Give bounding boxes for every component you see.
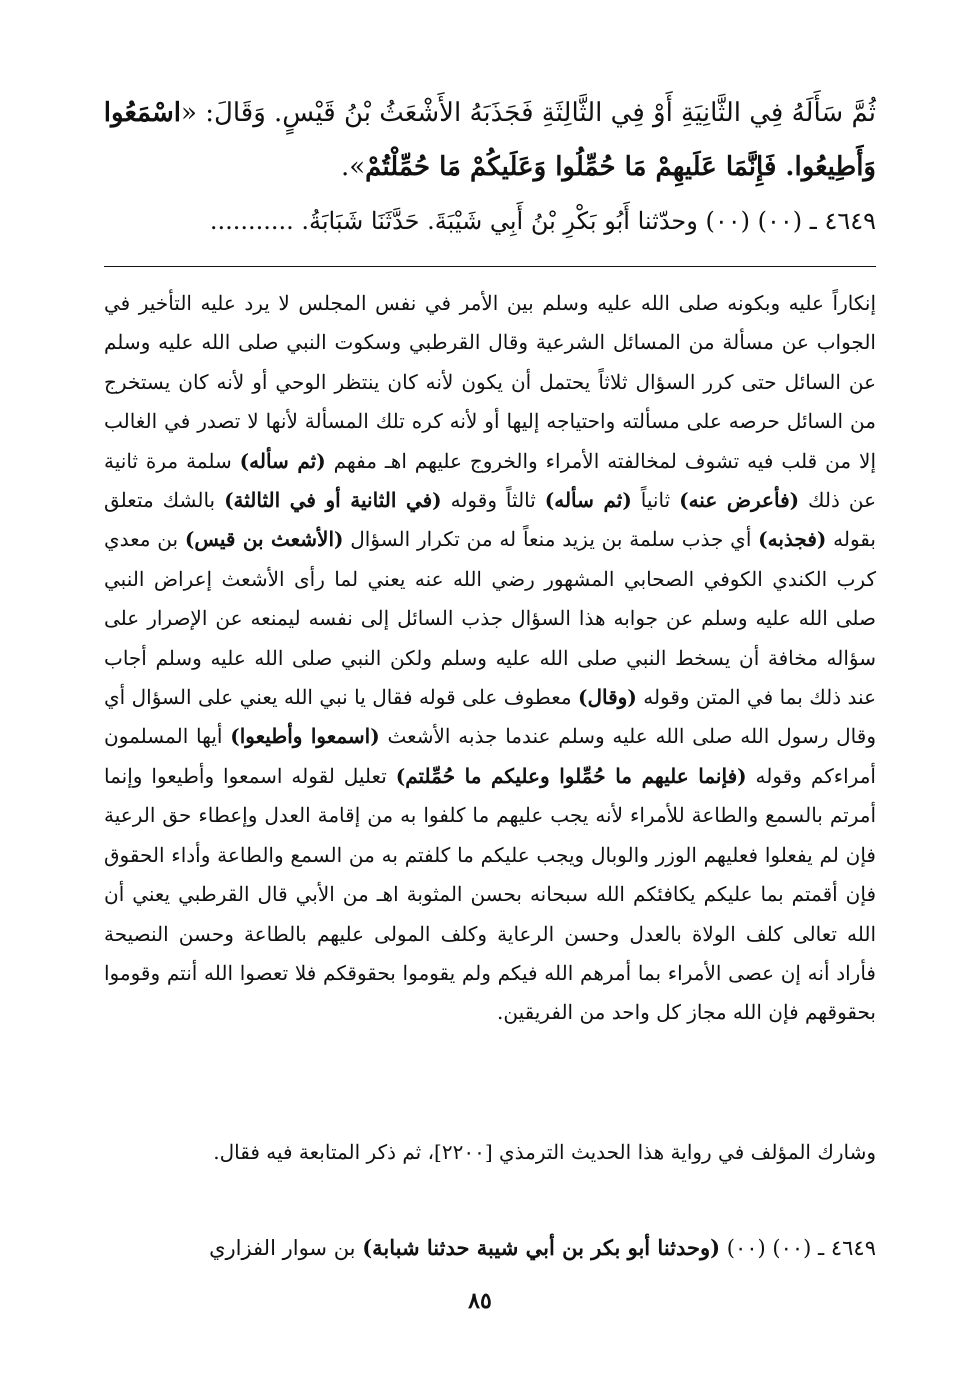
commentary-text-1: إنكاراً عليه وبكونه صلى الله عليه وسلم بين الأمر في نفس المجلس لا يرد عليه التأخير في الجواب عن مسألة من المسائل الشرعية وقال القرطبي وسكوت النبي صلى الله عليه وسلم عن السائل حتى كرر السؤال ثلاثاً يحتمل أن يكون لأنه كان ينتظر الوحي أو لأنه كان يستخرج من السائل حرصه على مسألته واحتياجه إليها أو لأنه كره تلك المسألة لأنها لا تصدر في الغالب إلا من قلب فيه تشوف لمخالفته الأمراء والخروج عليهم اهـ مفهم (104, 291, 876, 473)
footnote-divider (104, 266, 876, 267)
commentary-text-8: معطوف على قوله فقال يا نبي الله يعني على السؤال أي وقال رسول الله صلى الله عليه وسلم عندما جذبه الأشعث (104, 685, 876, 749)
commentary-text-7: بن معدي كرب الكندي الكوفي الصحابي المشهور رضي الله عنه يعني لما رأى الأشعث إعراض النبي صلى الله عليه وسلم عن جوابه هذا السؤال جذب السائل إلى نفسه ليمنعه عن الإصرار على سؤاله مخافة أن يسخط النبي صلى الله عليه وسلم ولكن النبي صلى الله عليه وسلم أجاب عند ذلك بما في المتن وقوله (104, 527, 876, 710)
commentary-quote-6: (الأشعث بن قيس) (184, 527, 344, 552)
hadith-line-2-bold: وَأَطِيعُوا. فَإِنَّمَا عَلَيهِمْ مَا حُمِّلُوا وَعَلَيكُمْ مَا حُمِّلْتُمْ (365, 152, 876, 182)
commentary-quote-7: (وقال) (578, 685, 637, 710)
commentary-text-3: ثانياً (631, 488, 680, 513)
hadith-line-2 (104, 140, 876, 194)
next-hadith-line (104, 1228, 876, 1268)
hadith-narration-line: ٤٦٤٩ ـ (٠٠) (٠٠) وحدّثنا أَبُو بَكْرِ بْنُ أَبِي شَيْبَةَ. حَدَّثَنَا شَبَابَةُ. ........... (209, 207, 876, 235)
commentary-paragraph (104, 284, 876, 1033)
commentary-quote-9: (فإنما عليهم ما حُمِّلوا وعليكم ما حُمِّلتم) (395, 763, 747, 788)
page-number: ٨٥ (468, 1288, 492, 1314)
commentary-quote-5: (فجذبه) (758, 527, 827, 552)
next-hadith-number: ٤٦٤٩ ـ (٠٠) (٠٠) (720, 1236, 876, 1260)
commentary-text-5: بالشك متعلق بقوله (104, 488, 876, 552)
commentary-quote-8: (اسمعوا وأطيعوا) (230, 724, 380, 749)
next-hadith-quote: (وحدثنا أبو بكر بن أبي شيبة حدثنا شبابة) (362, 1235, 721, 1260)
commentary-text-9: أيها المسلمون أمراءكم وقوله (104, 724, 876, 788)
mutabaa-paragraph: وشارك المؤلف في رواية هذا الحديث الترمذي [٢٢٠٠]، ثم ذكر المتابعة فيه فقال. (213, 1140, 876, 1164)
hadith-line-1-bold: اسْمَعُوا (104, 98, 182, 128)
commentary-text-2: سلمة مرة ثانية عن ذلك (104, 448, 877, 513)
hadith-text (104, 86, 876, 248)
hadith-line-1 (104, 86, 876, 140)
next-hadith-text: بن سوار الفزاري (209, 1236, 363, 1260)
commentary-quote-1: (ثم سأله) (239, 448, 326, 473)
commentary-text-10: تعليل لقوله اسمعوا وأطيعوا وإنما أمرتم بالسمع والطاعة للأمراء لأنه يجب عليهم ما كلفوا به من إقامة العدل وإعطاء حق الرعية فإن لم يفعلوا فعليهم الوزر والوبال ويجب عليكم ما كلفتم به من السمع والطاعة وأداء الحقوق فإن أقمتم بما عليكم يكافئكم الله سبحانه بحسن المثوبة اهـ من الأبي قال القرطبي يعني أن الله تعالى كلف الولاة بالعدل وحسن الرعاية وكلف المولى عليهم بالطاعة وحسن النصيحة فأراد أنه إن عصى الأمراء بما أمرهم الله فيكم ولم يقوموا بحقوقكم فلا تعصوا الله أنتم وقوموا بحقوقهم فإن الله مجاز كل واحد من الفريقين. (104, 763, 876, 1025)
commentary (104, 284, 876, 1033)
commentary-text-4: ثالثاً وقوله (441, 488, 545, 513)
commentary-quote-4: (في الثانية أو في الثالثة) (224, 488, 442, 513)
commentary-text-6: أي جذب سلمة بن يزيد منعاً له من تكرار السؤال (343, 527, 759, 552)
commentary-quote-3: (ثم سأله) (544, 488, 632, 513)
commentary-quote-2: (فأعرض عنه) (679, 488, 800, 513)
hadith-line-2-text: ». (340, 152, 366, 182)
hadith-line-1-text: ثُمَّ سَأَلَهُ فِي الثَّانِيَةِ أَوْ فِي الثَّالِثَةِ فَجَذَبَهُ الأَشْعَثُ بْنُ قَيْسٍ. وَقَالَ: « (181, 98, 876, 128)
mutabaa-note (104, 1132, 876, 1172)
